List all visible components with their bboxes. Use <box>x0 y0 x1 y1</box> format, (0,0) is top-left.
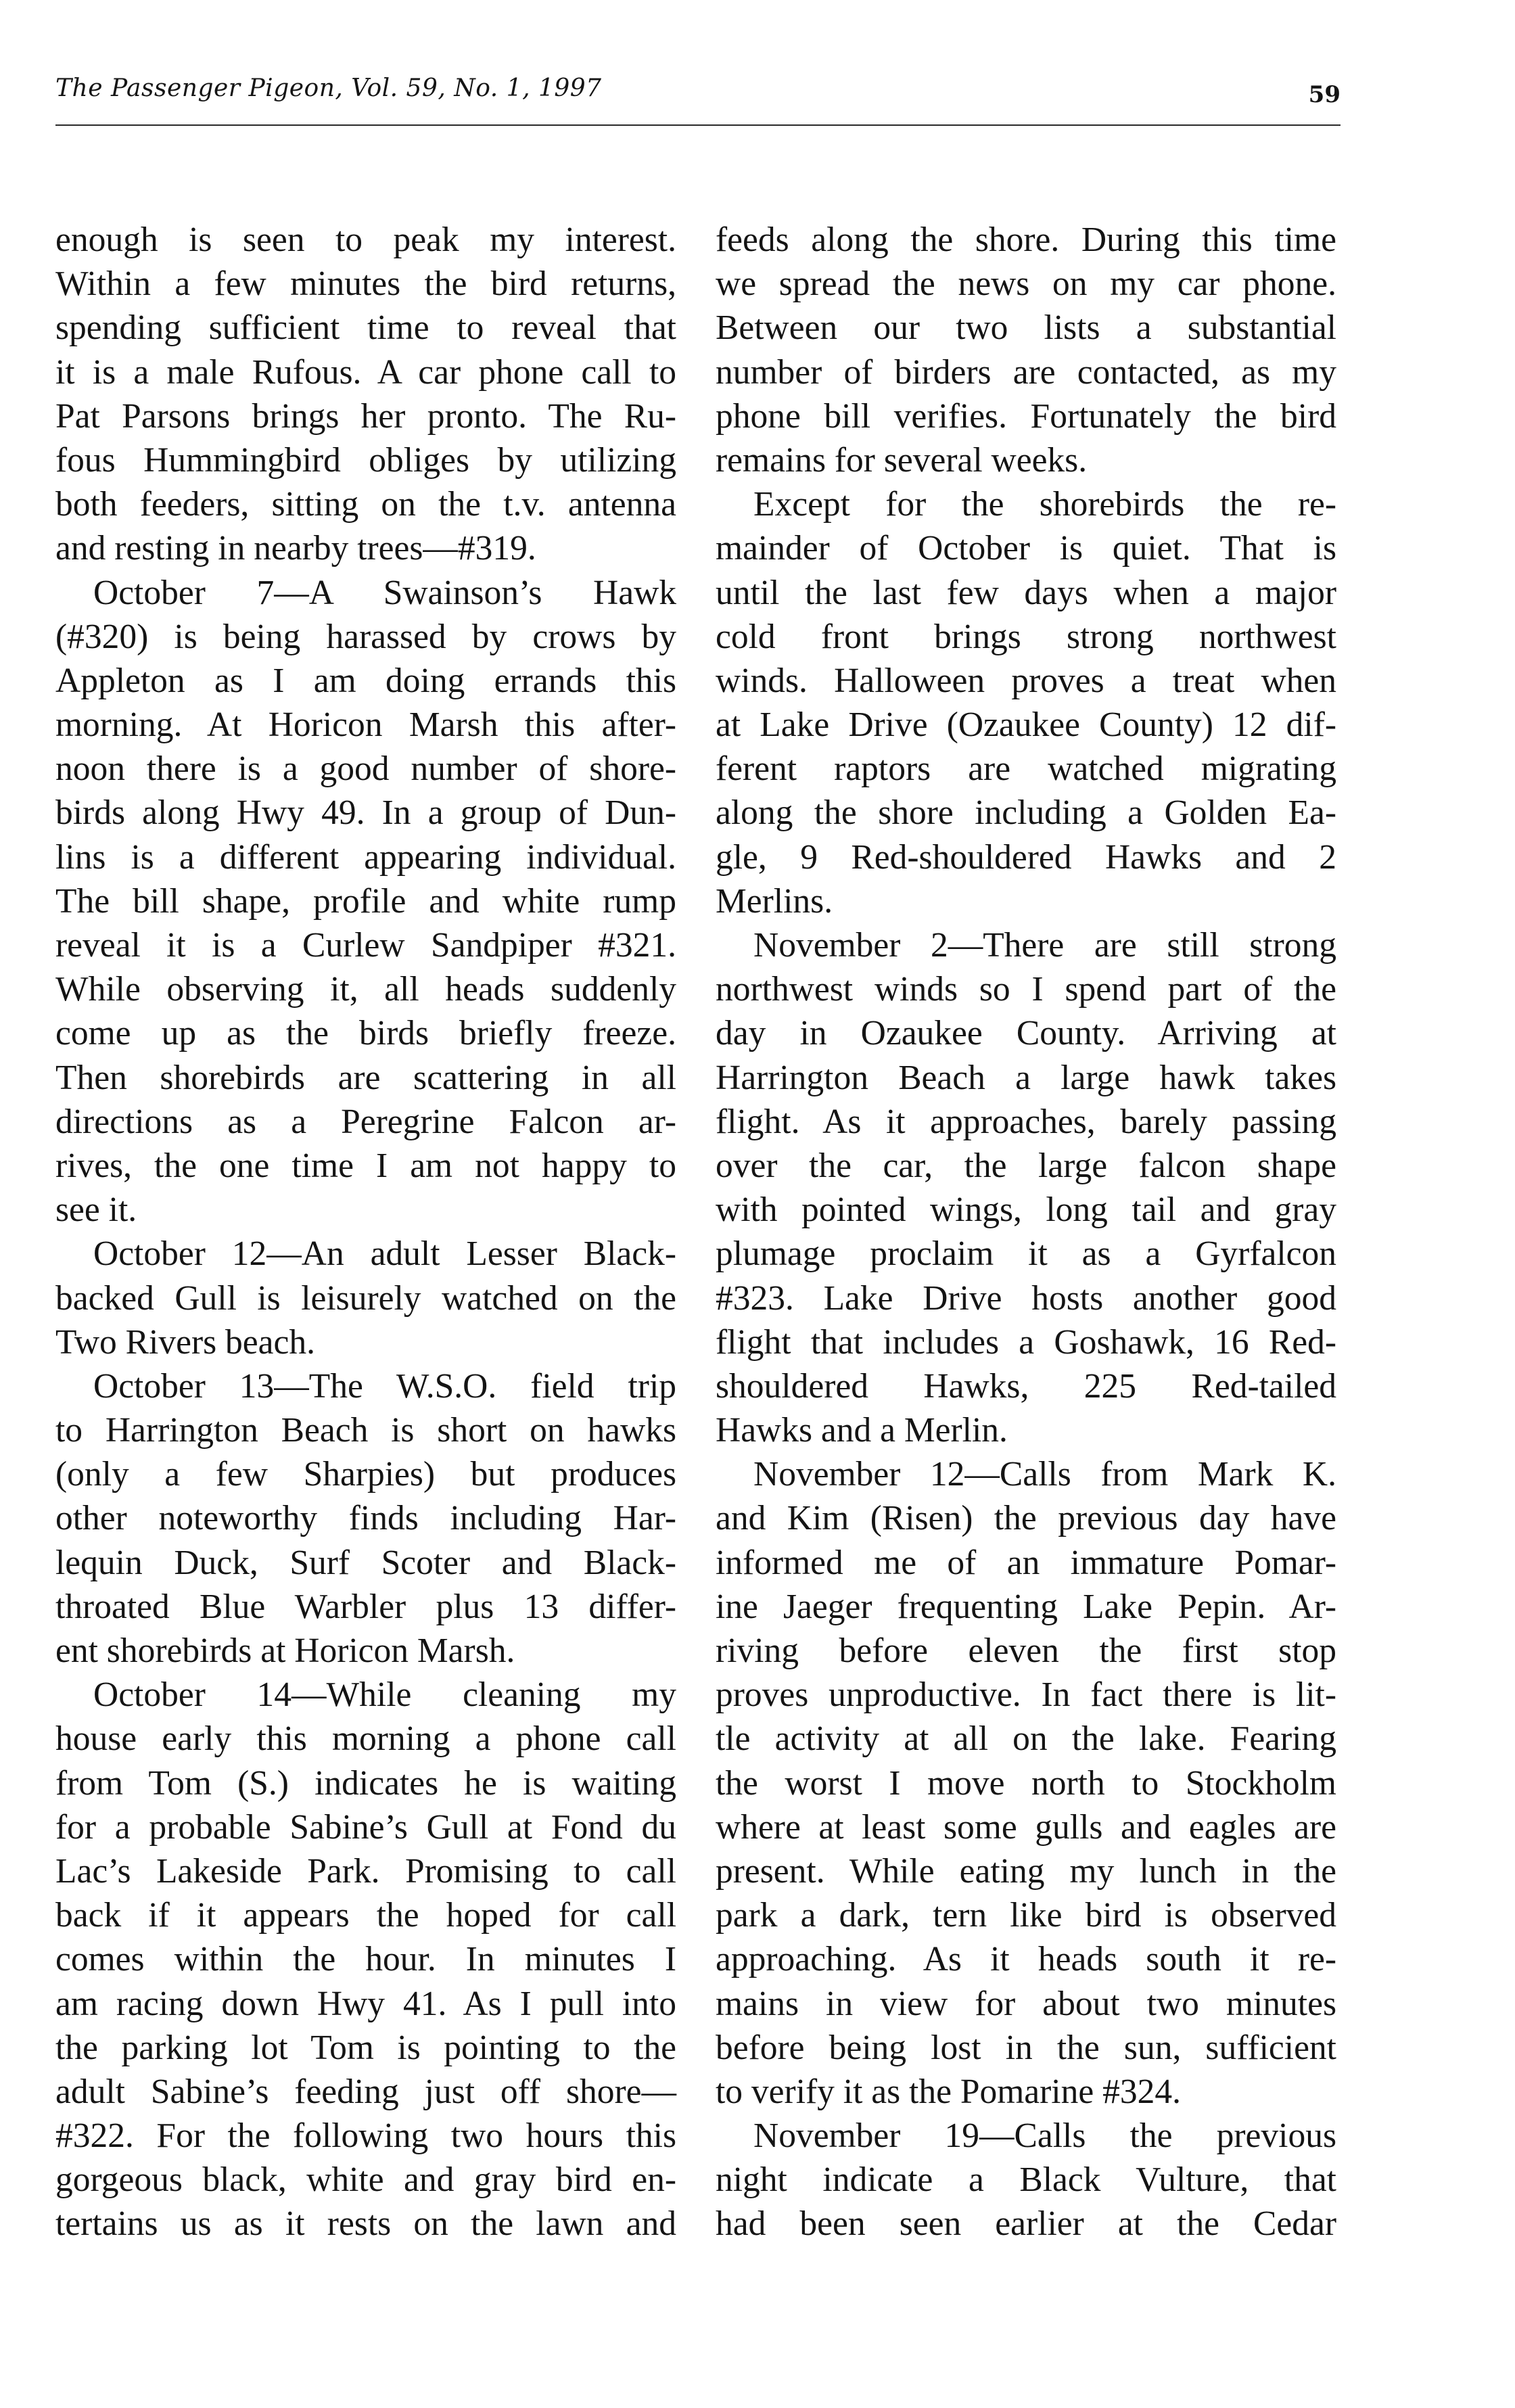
text-line: from Tom (S.) indicates he is waiting <box>55 1763 676 1803</box>
paragraph-first-line: October 7—A Swainson’s Hawk <box>93 573 676 612</box>
text-line: #323. Lake Drive hosts another good <box>716 1278 1336 1318</box>
text-line: Within a few minutes the bird returns, <box>55 264 676 304</box>
text-line: night indicate a Black Vulture, that <box>716 2160 1336 2200</box>
text-line: with pointed wings, long tail and gray <box>716 1190 1336 1230</box>
paragraph-first-line: October 14—While cleaning my <box>93 1675 676 1715</box>
text-line: over the car, the large falcon shape <box>716 1146 1336 1185</box>
text-line: ferent raptors are watched migrating <box>716 749 1336 789</box>
text-line: tertains us as it rests on the lawn and <box>55 2204 676 2244</box>
text-line: The bill shape, profile and white rump <box>55 881 676 921</box>
text-line: phone bill verifies. Fortunately the bird <box>716 396 1336 436</box>
text-line: morning. At Horicon Marsh this after- <box>55 705 676 745</box>
text-line: riving before eleven the first stop <box>716 1631 1336 1670</box>
text-line: come up as the birds briefly freeze. <box>55 1014 676 1053</box>
text-line: #322. For the following two hours this <box>55 2116 676 2156</box>
text-line: the worst I move north to Stockholm <box>716 1763 1336 1803</box>
paragraph-first-line: October 13—The W.S.O. field trip <box>93 1366 676 1406</box>
text-line: and resting in nearby trees—#319. <box>55 529 536 568</box>
text-line: (#320) is being harassed by crows by <box>55 617 676 656</box>
text-line: Then shorebirds are scattering in all <box>55 1058 676 1097</box>
text-line: had been seen earlier at the Cedar <box>716 2204 1336 2244</box>
text-line: spending sufficient time to reveal that <box>55 308 676 348</box>
paragraph-first-line: November 12—Calls from Mark K. <box>753 1455 1336 1494</box>
text-line: day in Ozaukee County. Arriving at <box>716 1014 1336 1053</box>
text-line: cold front brings strong northwest <box>716 617 1336 656</box>
text-line: it is a male Rufous. A car phone call to <box>55 352 676 392</box>
text-line: at Lake Drive (Ozaukee County) 12 dif- <box>716 705 1336 745</box>
text-line: fous Hummingbird obliges by utilizing <box>55 440 676 480</box>
text-line: we spread the news on my car phone. <box>716 264 1336 304</box>
text-line: before being lost in the sun, sufficient <box>716 2028 1336 2067</box>
text-line: number of birders are contacted, as my <box>716 352 1336 392</box>
text-line: house early this morning a phone call <box>55 1719 676 1759</box>
text-line: and Kim (Risen) the previous day have <box>716 1499 1336 1538</box>
text-line: lequin Duck, Surf Scoter and Black- <box>55 1543 676 1582</box>
text-line: backed Gull is leisurely watched on the <box>55 1278 676 1318</box>
text-line: gorgeous black, white and gray bird en- <box>55 2160 676 2200</box>
text-line: mainder of October is quiet. That is <box>716 529 1336 568</box>
text-line: along the shore including a Golden Ea- <box>716 793 1336 833</box>
text-line: the parking lot Tom is pointing to the <box>55 2028 676 2067</box>
text-line: both feeders, sitting on the t.v. antenna <box>55 485 676 524</box>
text-line: noon there is a good number of shore- <box>55 749 676 789</box>
text-line: other noteworthy finds including Har- <box>55 1499 676 1538</box>
text-line: Merlins. <box>716 881 833 921</box>
text-line: comes within the hour. In minutes I <box>55 1940 676 1979</box>
text-line: Appleton as I am doing errands this <box>55 661 676 700</box>
journal-citation: The Passenger Pigeon, Vol. 59, No. 1, 1997 <box>55 74 602 102</box>
paragraph-first-line: November 2—There are still strong <box>753 926 1336 965</box>
text-line: proves unproductive. In fact there is lit- <box>716 1675 1336 1715</box>
text-line: back if it appears the hoped for call <box>55 1896 676 1935</box>
text-line: northwest winds so I spend part of the <box>716 970 1336 1009</box>
text-line: adult Sabine’s feeding just off shore— <box>55 2072 676 2111</box>
text-line: informed me of an immature Pomar- <box>716 1543 1336 1582</box>
text-line: lins is a different appearing individual. <box>55 837 676 877</box>
text-line: Between our two lists a substantial <box>716 308 1336 348</box>
text-line: While observing it, all heads suddenly <box>55 970 676 1009</box>
text-line: enough is seen to peak my interest. <box>55 221 676 259</box>
text-line: see it. <box>55 1190 137 1230</box>
paragraph-first-line: Except for the shorebirds the re- <box>753 485 1336 524</box>
text-line: feeds along the shore. During this time <box>716 221 1336 259</box>
text-line: flight that includes a Goshawk, 16 Red- <box>716 1322 1336 1362</box>
text-line: (only a few Sharpies) but produces <box>55 1455 676 1494</box>
text-line: reveal it is a Curlew Sandpiper #321. <box>55 926 676 965</box>
text-line: approaching. As it heads south it re- <box>716 1940 1336 1979</box>
text-line: for a probable Sabine’s Gull at Fond du <box>55 1807 676 1847</box>
text-line: where at least some gulls and eagles are <box>716 1807 1336 1847</box>
paragraph-first-line: October 12—An adult Lesser Black- <box>93 1234 676 1274</box>
text-line: flight. As it approaches, barely passing <box>716 1102 1336 1141</box>
paragraph-first-line: November 19—Calls the previous <box>753 2116 1336 2156</box>
text-line: until the last few days when a major <box>716 573 1336 612</box>
text-column-right <box>716 218 1336 2342</box>
running-header <box>55 68 1341 126</box>
text-line: present. While eating my lunch in the <box>716 1851 1336 1891</box>
page-number: 59 <box>1308 81 1341 108</box>
text-line: Two Rivers beach. <box>55 1322 315 1362</box>
text-line: winds. Halloween proves a treat when <box>716 661 1336 700</box>
text-line: am racing down Hwy 41. As I pull into <box>55 1984 676 2023</box>
text-line: rives, the one time I am not happy to <box>55 1146 676 1185</box>
text-line: to Harrington Beach is short on hawks <box>55 1411 676 1450</box>
text-line: Lac’s Lakeside Park. Promising to call <box>55 1851 676 1891</box>
text-column-left <box>55 218 676 2342</box>
text-line: directions as a Peregrine Falcon ar- <box>55 1102 676 1141</box>
text-line: remains for several weeks. <box>716 440 1088 480</box>
text-line: shouldered Hawks, 225 Red-tailed <box>716 1366 1336 1406</box>
text-line: plumage proclaim it as a Gyrfalcon <box>716 1234 1336 1274</box>
text-line: ine Jaeger frequenting Lake Pepin. Ar- <box>716 1587 1336 1626</box>
text-line: gle, 9 Red-shouldered Hawks and 2 <box>716 837 1336 877</box>
text-line: birds along Hwy 49. In a group of Dun- <box>55 793 676 833</box>
text-line: tle activity at all on the lake. Fearing <box>716 1719 1336 1759</box>
text-line: ent shorebirds at Horicon Marsh. <box>55 1631 515 1670</box>
text-line: to verify it as the Pomarine #324. <box>716 2072 1181 2111</box>
text-line: Hawks and a Merlin. <box>716 1411 1008 1450</box>
text-line: Pat Parsons brings her pronto. The Ru- <box>55 396 676 436</box>
text-line: park a dark, tern like bird is observed <box>716 1896 1336 1935</box>
text-line: Harrington Beach a large hawk takes <box>716 1058 1336 1097</box>
text-line: throated Blue Warbler plus 13 differ- <box>55 1587 676 1626</box>
text-line: mains in view for about two minutes <box>716 1984 1336 2023</box>
